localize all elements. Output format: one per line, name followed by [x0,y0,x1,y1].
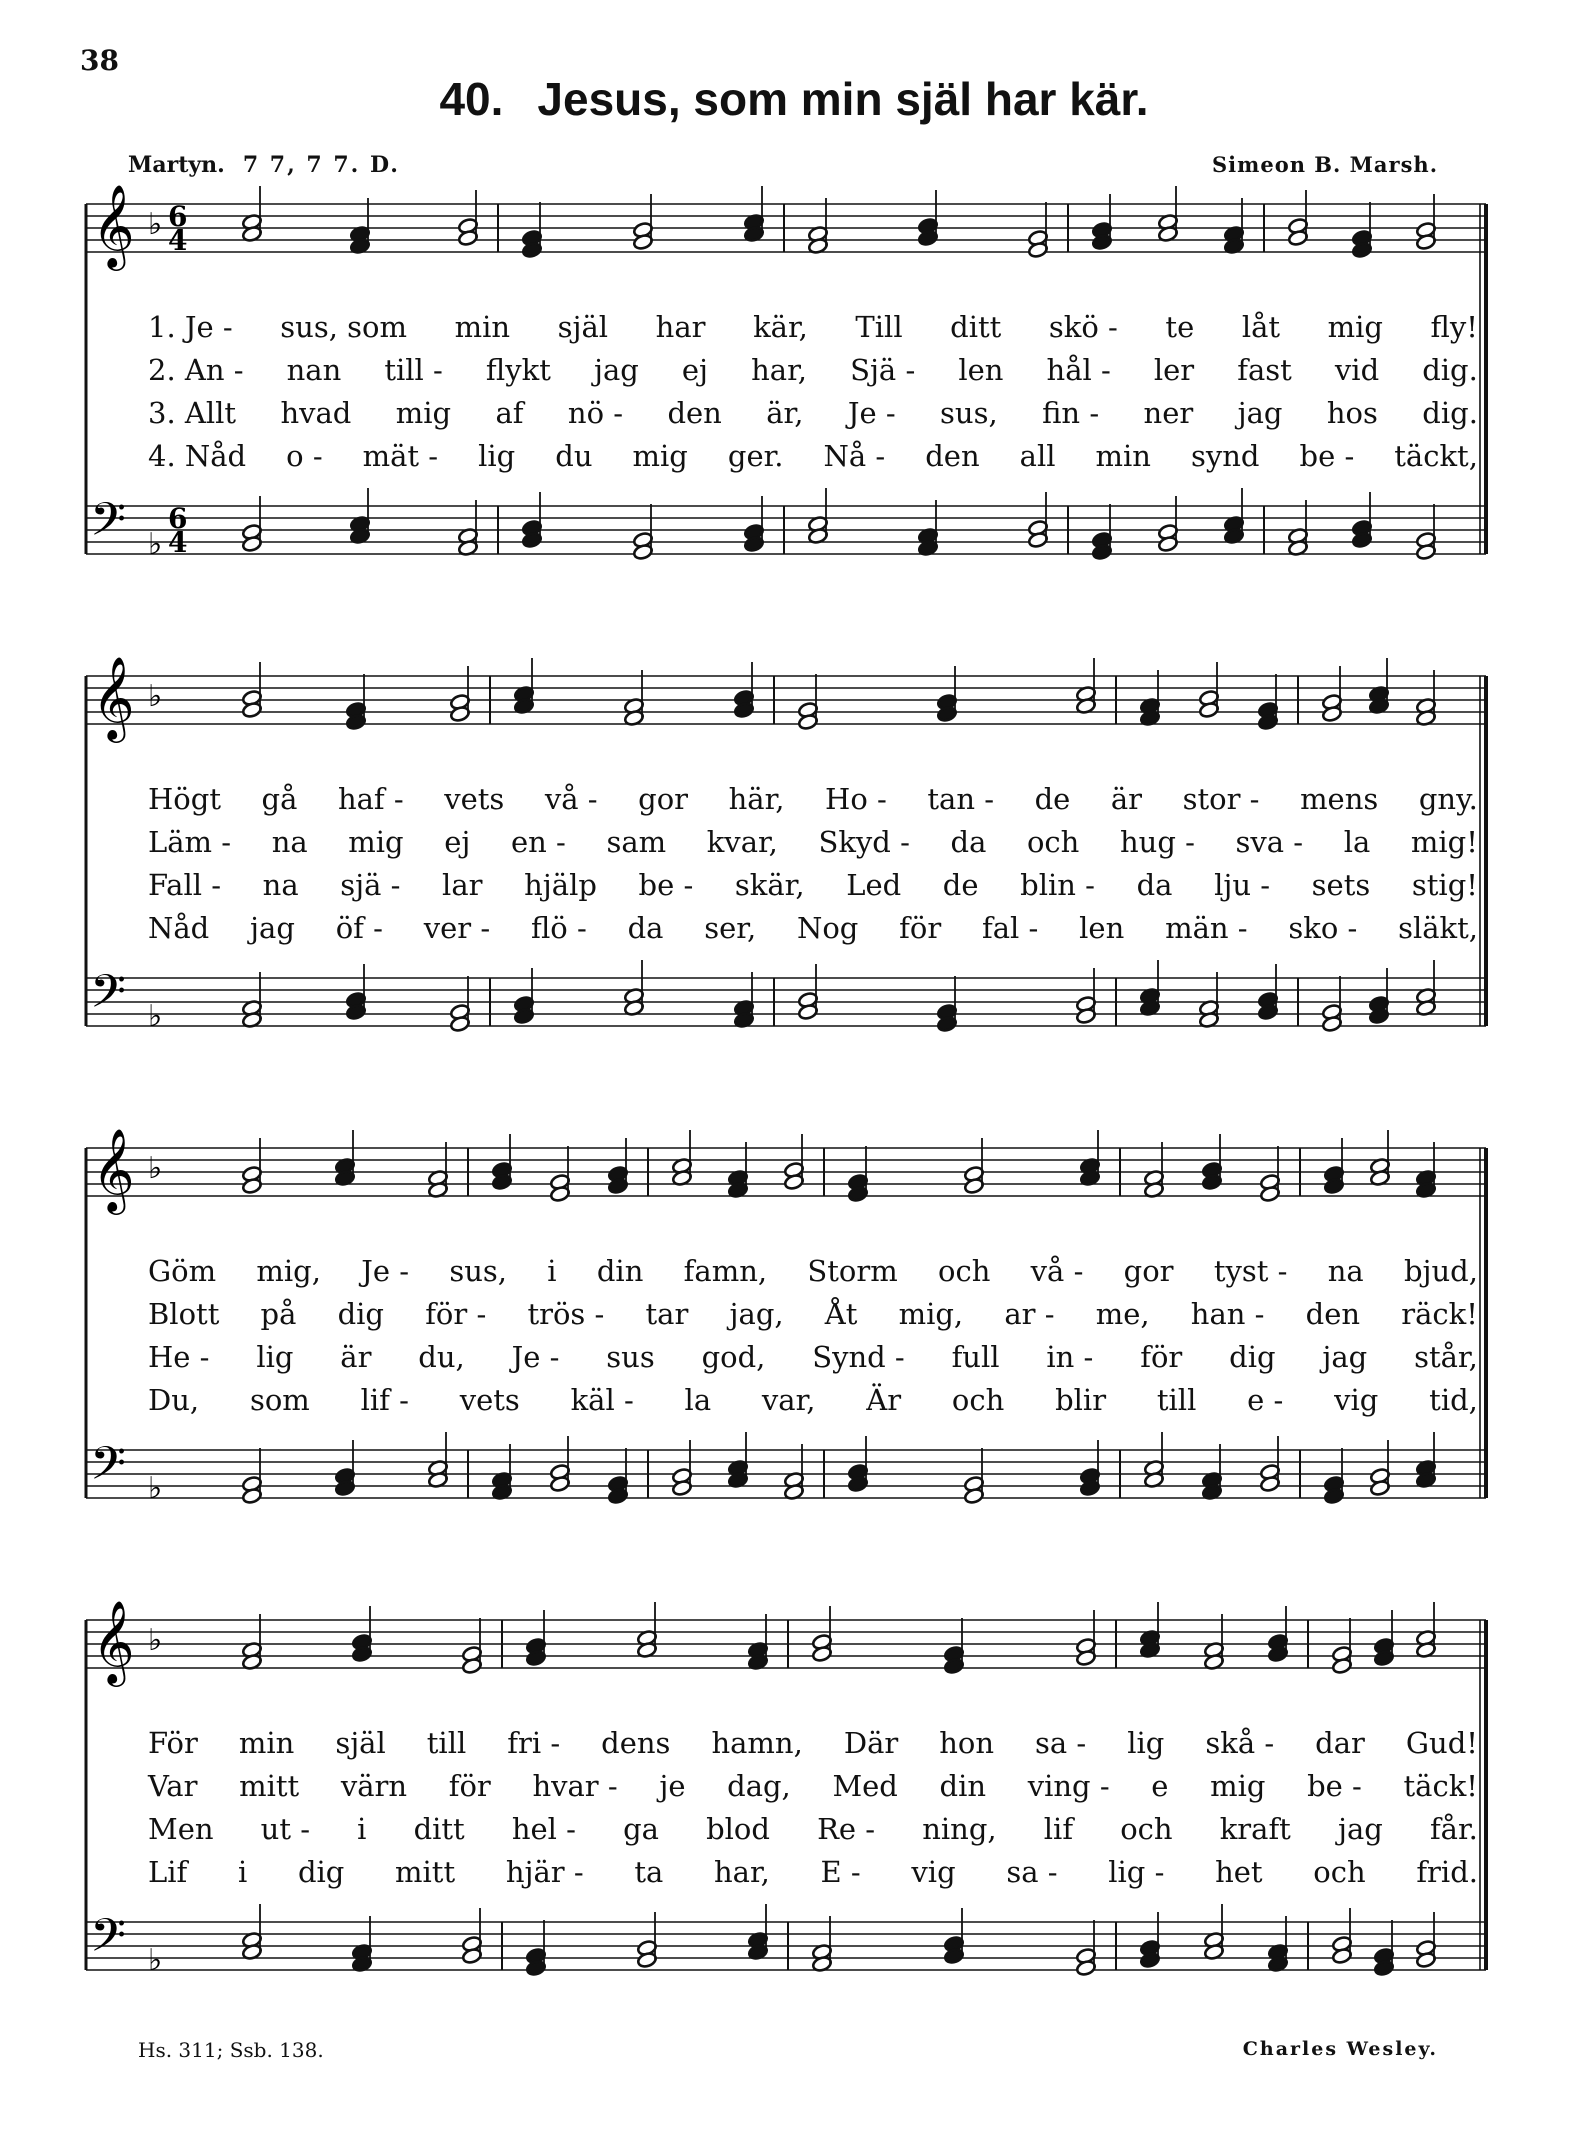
lyric-line-verse-2 [148,1297,1478,1331]
lyric-syllable: Till [855,310,903,344]
lyric-line-verse-3 [148,868,1478,902]
lyric-syllable: han - [1190,1297,1265,1331]
lyric-syllable: He - [148,1340,210,1374]
lyric-syllable: be - [1299,439,1355,473]
flat-icon: ♭ [148,1623,163,1658]
treble-clef-icon: 𝄞 [92,1599,135,1683]
time-signature-bottom: 4 [168,526,188,559]
lyric-syllable: sa - [1006,1855,1058,1889]
lyric-syllable: len [1079,911,1125,945]
lyric-syllable: na [1327,1254,1364,1288]
lyric-syllable: hjälp [524,868,597,902]
lyric-syllable: ta [634,1855,664,1889]
flat-icon: ♭ [148,679,163,714]
lyric-syllable: Je - [361,1254,410,1288]
lyric-syllable: vets [444,782,505,816]
lyric-syllable: len [958,353,1004,387]
lyric-syllable: mitt [395,1855,456,1889]
lyric-syllable: Men [148,1812,214,1846]
hymn-number: 40. [439,73,504,125]
lyric-syllable: var, [761,1383,816,1417]
lyric-syllable: me, [1095,1297,1150,1331]
lyric-syllable: har [655,310,706,344]
lyric-line-verse-2 [148,1769,1478,1803]
bass-staff [86,1432,1486,1505]
lyric-syllable: vå - [544,782,598,816]
lyric-syllable: skö - [1048,310,1118,344]
lyric-syllable: te [1165,310,1195,344]
lyric-syllable: här, [728,782,785,816]
lyric-syllable: sko - [1288,911,1358,945]
treble-staff [86,658,1486,731]
lyric-syllable: hos [1326,396,1378,430]
lyric-syllable: in - [1046,1340,1094,1374]
treble-staff [86,186,1486,259]
lyric-syllable: den [1305,1297,1361,1331]
lyric-syllable: för [899,911,942,945]
lyric-syllable: män - [1165,911,1248,945]
lyric-line-verse-4 [148,1383,1478,1417]
lyric-syllable: täckt, [1394,439,1478,473]
lyric-syllable: mig [1210,1769,1266,1803]
lyric-syllable: hål - [1046,353,1111,387]
music-system [68,1598,1488,2018]
lyric-syllable: till - [384,353,443,387]
lyric-syllable: lig - [1108,1855,1165,1889]
lyric-syllable: jag, [729,1297,784,1331]
tune-meter: 7 7, 7 7. D. [242,152,400,178]
lyric-syllable: nan [286,353,342,387]
lyric-syllable: 2. An - [148,353,244,387]
lyric-line-verse-4 [148,439,1478,473]
lyric-syllable: vets [459,1383,520,1417]
lyric-syllable: får. [1429,1812,1478,1846]
lyric-line-verse-2 [148,353,1478,387]
lyric-syllable: ver - [423,911,491,945]
composer: Simeon B. Marsh. [1212,152,1438,177]
lyric-syllable: och [1313,1855,1366,1889]
lyric-syllable: da [627,911,664,945]
treble-clef-icon: 𝄞 [92,655,135,739]
lyric-syllable: kär, [753,310,808,344]
lyric-syllable: ditt [950,310,1002,344]
lyric-syllable: be - [638,868,694,902]
lyric-syllable: mig! [1410,825,1478,859]
lyric-syllable: öf - [335,911,383,945]
lyric-syllable: Där [843,1726,899,1760]
bass-clef-icon: 𝄢 [90,493,127,558]
time-signature-top: 6 [168,200,188,233]
lyric-syllable: hel - [511,1812,576,1846]
lyric-syllable: af [495,396,524,430]
lyric-syllable: jag [1337,1812,1383,1846]
lyric-syllable: Med [832,1769,898,1803]
lyric-syllable: står, [1414,1340,1478,1374]
lyric-syllable: gor [638,782,689,816]
lyric-syllable: da [950,825,987,859]
lyric-syllable: ditt [413,1812,465,1846]
lyric-syllable: dag, [727,1769,791,1803]
lyric-syllable: frid. [1416,1855,1478,1889]
lyric-syllable: ser, [704,911,757,945]
lyric-syllable: ler [1153,353,1195,387]
lyric-syllable: lif [1043,1812,1074,1846]
lyric-syllable: la [1343,825,1371,859]
lyric-syllable: sa - [1035,1726,1087,1760]
lyric-syllable: trös - [527,1297,605,1331]
music-system [68,654,1488,1074]
lyric-syllable: ar - [1004,1297,1055,1331]
lyric-syllable: Storm [807,1254,898,1288]
lyric-syllable: fly! [1430,310,1478,344]
lyric-syllable: skär, [734,868,805,902]
lyric-syllable: mät - [362,439,439,473]
lyric-syllable: dig. [1422,396,1478,430]
lyric-syllable: blir [1055,1383,1107,1417]
lyric-syllable: ger. [727,439,784,473]
treble-staff [86,1602,1486,1675]
flat-icon: ♭ [148,207,163,242]
lyric-syllable: själ [335,1726,386,1760]
lyric-syllable: jag [250,911,295,945]
flat-icon: ♭ [148,1943,163,1978]
bass-staff [86,1904,1486,1977]
flat-icon: ♭ [148,999,163,1034]
lyric-syllable: Je - [511,1340,560,1374]
lyric-syllable: ving - [1027,1769,1110,1803]
lyric-syllable: lig [478,439,516,473]
treble-clef-icon: 𝄞 [92,183,135,267]
lyric-syllable: Åt [824,1297,858,1331]
lyric-syllable: be - [1307,1769,1362,1803]
lyric-syllable: är [340,1340,372,1374]
lyric-syllable: din [596,1254,644,1288]
lyric-syllable: i [547,1254,557,1288]
lyric-syllable: till [426,1726,467,1760]
lyric-syllable: mens [1300,782,1379,816]
lyric-syllable: Nog [796,911,859,945]
lyric-syllable: själ [557,310,609,344]
lyric-syllable: hug - [1119,825,1195,859]
hymnal-references: Hs. 311; Ssb. 138. [138,2038,324,2062]
lyric-syllable: lig [256,1340,294,1374]
lyric-syllable: Gud! [1405,1726,1478,1760]
lyric-syllable: 1. Je - [148,310,233,344]
hymn-title [0,72,1588,126]
lyric-syllable: e - [1247,1383,1284,1417]
lyric-syllable: på [260,1297,297,1331]
staff-graphics [68,1126,1488,1546]
lyric-syllable: jag [1322,1340,1368,1374]
bass-clef-icon: 𝄢 [90,1909,127,1974]
lyric-line-verse-4 [148,911,1478,945]
lyric-syllable: ga [623,1812,659,1846]
lyric-syllable: Re - [817,1812,876,1846]
lyric-syllable: Var [148,1769,198,1803]
lyric-syllable: na [262,868,299,902]
lyric-syllable: skå - [1205,1726,1275,1760]
lyric-line-verse-4 [148,1855,1478,1889]
lyric-syllable: min [1095,439,1151,473]
bass-staff [86,960,1486,1033]
lyric-syllable: jag [1237,396,1283,430]
flat-icon: ♭ [148,1471,163,1506]
lyric-syllable: för - [425,1297,487,1331]
lyric-syllable: da [1136,868,1173,902]
lyric-syllable: i [357,1812,367,1846]
lyric-syllable: till [1156,1383,1197,1417]
lyric-syllable: min [454,310,511,344]
lyric-syllable: mig [1327,310,1383,344]
lyric-syllable: käl - [570,1383,634,1417]
lyric-syllable: vig [1334,1383,1379,1417]
lyric-syllable: den [925,439,980,473]
lyric-syllable: täck! [1403,1769,1478,1803]
lyricist: Charles Wesley. [1242,2038,1438,2060]
lyric-syllable: släkt, [1398,911,1478,945]
lyric-syllable: hvar - [532,1769,618,1803]
lyric-syllable: Nåd [148,911,210,945]
lyric-syllable: je [659,1769,686,1803]
lyric-syllable: hamn, [711,1726,803,1760]
lyric-syllable: sets [1311,868,1371,902]
lyric-syllable: flö - [530,911,587,945]
lyric-line-verse-1 [148,1726,1478,1760]
lyric-syllable: tar [645,1297,689,1331]
lyric-syllable: dig [297,1855,345,1889]
bass-clef-icon: 𝄢 [90,1437,127,1502]
lyric-syllable: som [249,1383,310,1417]
lyric-line-verse-3 [148,1812,1478,1846]
music-system [68,1126,1488,1546]
lyric-syllable: ut - [260,1812,311,1846]
lyric-line-verse-3 [148,396,1478,430]
lyric-syllable: ning, [922,1812,997,1846]
lyric-syllable: för [448,1769,491,1803]
lyric-syllable: Synd - [812,1340,905,1374]
lyric-syllable: Högt [148,782,221,816]
lyric-syllable: vå - [1030,1254,1084,1288]
lyric-syllable: mitt [239,1769,300,1803]
lyric-syllable: Du, [148,1383,200,1417]
lyric-line-verse-1 [148,782,1478,816]
lyric-syllable: och [1026,825,1080,859]
lyric-syllable: o - [286,439,323,473]
lyric-syllable: la [684,1383,712,1417]
tune-info [128,152,400,178]
lyric-syllable: dar [1315,1726,1365,1760]
lyric-syllable: na [271,825,308,859]
lyric-syllable: synd [1190,439,1260,473]
hymn-title-text: Jesus, som min själ har kär. [537,73,1149,125]
staff-graphics [68,182,1488,602]
lyric-syllable: Je - [847,396,896,430]
lyric-syllable: Är [866,1383,902,1417]
lyric-syllable: dig [337,1297,384,1331]
lyric-line-verse-3 [148,1340,1478,1374]
lyric-syllable: Nå - [823,439,886,473]
lyric-syllable: stig! [1411,868,1478,902]
lyric-syllable: sva - [1235,825,1304,859]
lyric-syllable: mig, [256,1254,321,1288]
lyric-syllable: och [1120,1812,1173,1846]
lyric-syllable: gå [261,782,298,816]
lyric-syllable: i [237,1855,248,1889]
lyric-syllable: sus, som [280,310,408,344]
lyric-syllable: sam [606,825,667,859]
lyric-syllable: famn, [683,1254,768,1288]
lyric-syllable: fin - [1042,396,1100,430]
lyric-syllable: ej [444,825,471,859]
lyric-syllable: tan - [927,782,995,816]
lyric-syllable: E - [820,1855,861,1889]
lyric-syllable: Göm [148,1254,217,1288]
lyric-syllable: den [667,396,722,430]
lyric-syllable: e [1151,1769,1169,1803]
lyric-syllable: Ho - [825,782,887,816]
lyric-syllable: kraft [1219,1812,1291,1846]
lyric-syllable: het [1215,1855,1263,1889]
lyric-syllable: Fall - [148,868,222,902]
staff-graphics [68,1598,1488,2018]
lyric-syllable: din [939,1769,987,1803]
lyric-syllable: de [1034,782,1071,816]
lyric-syllable: lju - [1214,868,1271,902]
lyric-syllable: hon [939,1726,995,1760]
lyric-syllable: Lif [148,1855,188,1889]
lyric-line-verse-1 [148,1254,1478,1288]
lyric-syllable: lar [442,868,483,902]
lyric-syllable: full [951,1340,1000,1374]
lyric-syllable: lig [1127,1726,1165,1760]
lyric-syllable: min [238,1726,295,1760]
lyric-syllable: Led [846,868,902,902]
lyric-syllable: hvad [280,396,352,430]
lyric-syllable: 3. Allt [148,396,237,430]
lyric-syllable: 4. Nåd [148,439,247,473]
lyric-syllable: all [1019,439,1056,473]
lyric-syllable: och [951,1383,1005,1417]
lyric-syllable: fal - [982,911,1039,945]
lyric-syllable: har, [751,353,807,387]
page-number: 38 [80,44,119,77]
time-signature-top: 6 [168,502,188,535]
lyric-syllable: Blott [148,1297,220,1331]
tune-name: Martyn. [128,152,225,178]
lyric-syllable: dig [1229,1340,1276,1374]
lyric-line-verse-1 [148,310,1478,344]
lyric-syllable: god, [701,1340,766,1374]
lyric-syllable: kvar, [706,825,778,859]
lyric-syllable: dens [601,1726,671,1760]
lyric-syllable: de [942,868,979,902]
lyric-syllable: Sjä - [850,353,916,387]
lyric-syllable: mig [348,825,404,859]
lyric-syllable: gny. [1418,782,1478,816]
lyric-syllable: fri - [507,1726,561,1760]
music-system [68,182,1488,602]
lyric-syllable: tyst - [1213,1254,1288,1288]
lyric-syllable: räck! [1401,1297,1478,1331]
lyric-syllable: värn [340,1769,408,1803]
lyric-syllable: flykt [485,353,551,387]
treble-staff [86,1130,1486,1203]
lyric-syllable: har, [713,1855,770,1889]
lyric-syllable: sjä - [340,868,401,902]
lyric-syllable: sus [606,1340,655,1374]
lyric-syllable: mig, [898,1297,964,1331]
lyric-syllable: är [1110,782,1143,816]
staff-graphics [68,654,1488,1074]
lyric-syllable: du [555,439,593,473]
lyric-syllable: blin - [1020,868,1095,902]
lyric-syllable: mig [632,439,688,473]
lyric-syllable: fast [1237,353,1292,387]
lyric-syllable: för [1140,1340,1183,1374]
lyric-syllable: sus, [940,396,998,430]
lyric-syllable: lif - [360,1383,409,1417]
flat-icon: ♭ [148,1151,163,1186]
lyric-syllable: bjud, [1403,1254,1478,1288]
lyric-syllable: mig [395,396,452,430]
treble-clef-icon: 𝄞 [92,1127,135,1211]
lyric-syllable: ej [681,353,709,387]
lyric-line-verse-2 [148,825,1478,859]
lyric-syllable: en - [510,825,566,859]
lyric-syllable: Läm - [148,825,232,859]
lyric-syllable: vig [911,1855,956,1889]
time-signature-bottom: 4 [168,224,188,257]
lyric-syllable: jag [593,353,639,387]
lyric-syllable: sus, [449,1254,508,1288]
lyric-syllable: stor - [1182,782,1260,816]
lyric-syllable: är, [766,396,804,430]
lyric-syllable: låt [1241,310,1281,344]
lyric-syllable: du, [418,1340,465,1374]
bass-clef-icon: 𝄢 [90,965,127,1030]
lyric-syllable: ner [1143,396,1194,430]
lyric-syllable: blod [706,1812,770,1846]
lyric-syllable: vid [1334,353,1380,387]
lyric-syllable: tid, [1429,1383,1478,1417]
lyric-syllable: och [938,1254,991,1288]
lyric-syllable: För [148,1726,198,1760]
lyric-syllable: hjär - [505,1855,584,1889]
lyric-syllable: Skyd - [818,825,910,859]
flat-icon: ♭ [148,527,163,562]
lyric-syllable: gor [1123,1254,1174,1288]
lyric-syllable: haf - [337,782,404,816]
lyric-syllable: nö - [567,396,624,430]
bass-staff [86,488,1486,561]
lyric-syllable: dig. [1422,353,1478,387]
